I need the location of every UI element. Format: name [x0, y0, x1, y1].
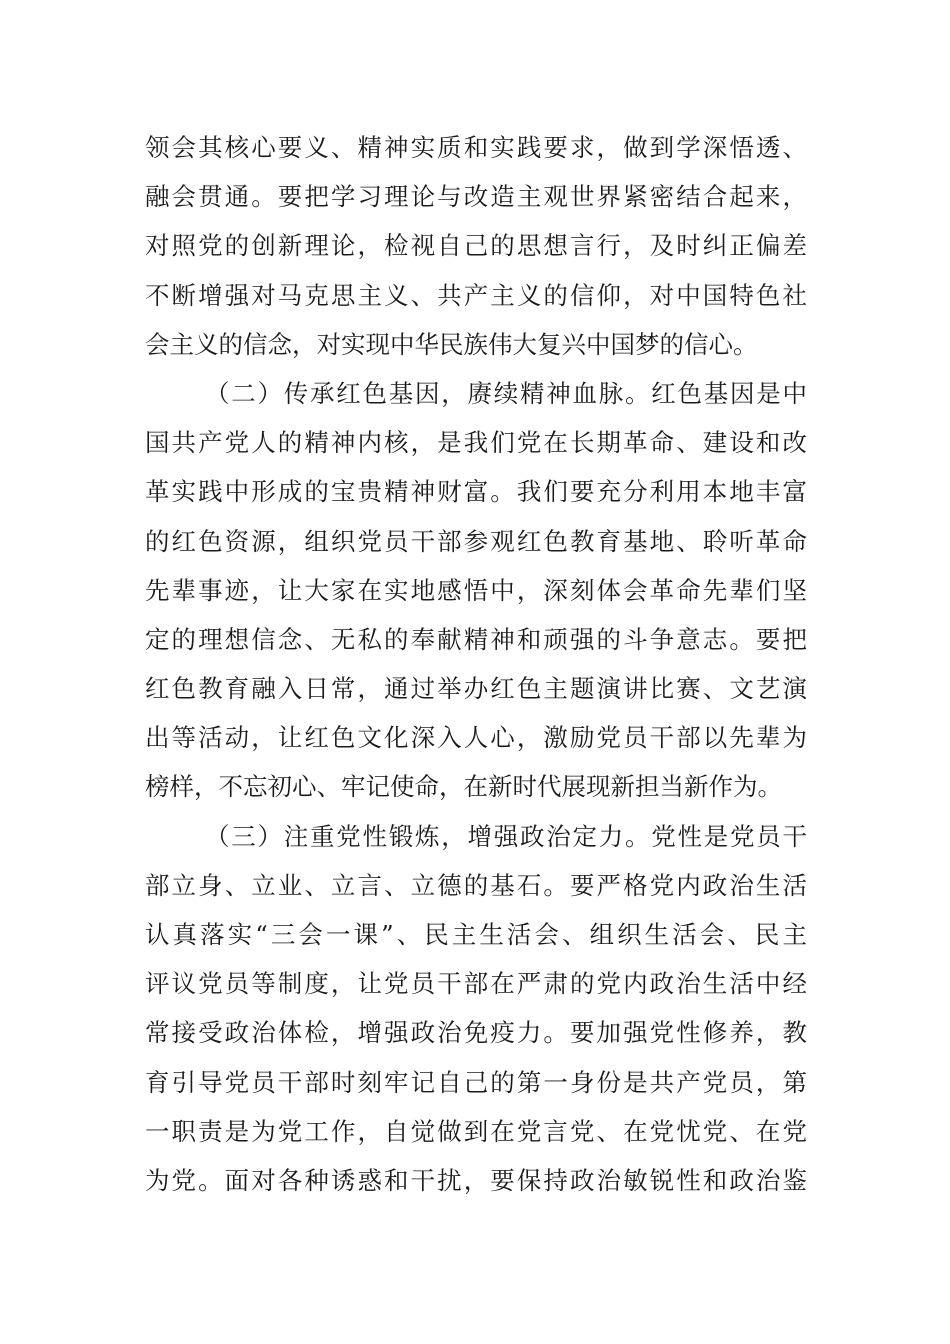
text-line: 国共产党人的精神内核，是我们党在长期革命、建设和改 — [145, 428, 807, 458]
text-line: 育引导党员干部时刻牢记自己的第一身份是共产党员，第 — [145, 1067, 807, 1097]
text-line: 对照党的创新理论，检视自己的思想言行，及时纠正偏差 — [145, 231, 807, 261]
paragraph-2 — [145, 369, 807, 812]
paragraph-heading-line: （二）传承红色基因，赓续精神血脉。红色基因是中 — [205, 378, 807, 408]
text-line: 部立身、立业、立言、立德的基石。要严格党内政治生活 — [145, 870, 807, 900]
text-line: 一职责是为党工作，自觉做到在党言党、在党忧党、在党 — [145, 1116, 807, 1146]
text-line: 革实践中形成的宝贵精神财富。我们要充分利用本地丰富 — [145, 477, 807, 507]
text-line: 会主义的信念，对实现中华民族伟大复兴中国梦的信心。 — [145, 329, 758, 359]
text-line: 常接受政治体检，增强政治免疫力。要加强党性修养，教 — [145, 1018, 807, 1048]
text-line: 认真落实“三会一课”、民主生活会、组织生活会、民主 — [145, 920, 807, 949]
text-line: 领会其核心要义、精神实质和实践要求，做到学深悟透、 — [145, 133, 807, 162]
text-line: 先辈事迹，让大家在实地感悟中，深刻体会革命先辈们坚 — [145, 575, 807, 605]
text-line: 不断增强对马克思主义、共产主义的信仰，对中国特色社 — [145, 280, 807, 310]
text-line: 为党。面对各种诱惑和干扰，要保持政治敏锐性和政治鉴 — [145, 1165, 807, 1195]
paragraph-3 — [145, 812, 807, 1206]
text-line: 评议党员等制度，让党员干部在严肃的党内政治生活中经 — [145, 969, 807, 999]
text-line: 出等活动，让红色文化深入人心，激励党员干部以先辈为 — [145, 723, 807, 753]
text-line: 定的理想信念、无私的奉献精神和顽强的斗争意志。要把 — [145, 624, 807, 654]
text-line: 的红色资源，组织党员干部参观红色教育基地、聆听革命 — [145, 526, 807, 556]
document-body — [145, 123, 807, 1205]
paragraph-1 — [145, 123, 807, 369]
paragraph-heading-line: （三）注重党性锻炼，增强政治定力。党性是党员干 — [205, 821, 807, 851]
text-line: 融会贯通。要把学习理论与改造主观世界紧密结合起来， — [145, 182, 807, 212]
text-line: 红色教育融入日常，通过举办红色主题演讲比赛、文艺演 — [145, 674, 807, 704]
text-line: 榜样，不忘初心、牢记使命，在新时代展现新担当新作为。 — [145, 772, 782, 802]
